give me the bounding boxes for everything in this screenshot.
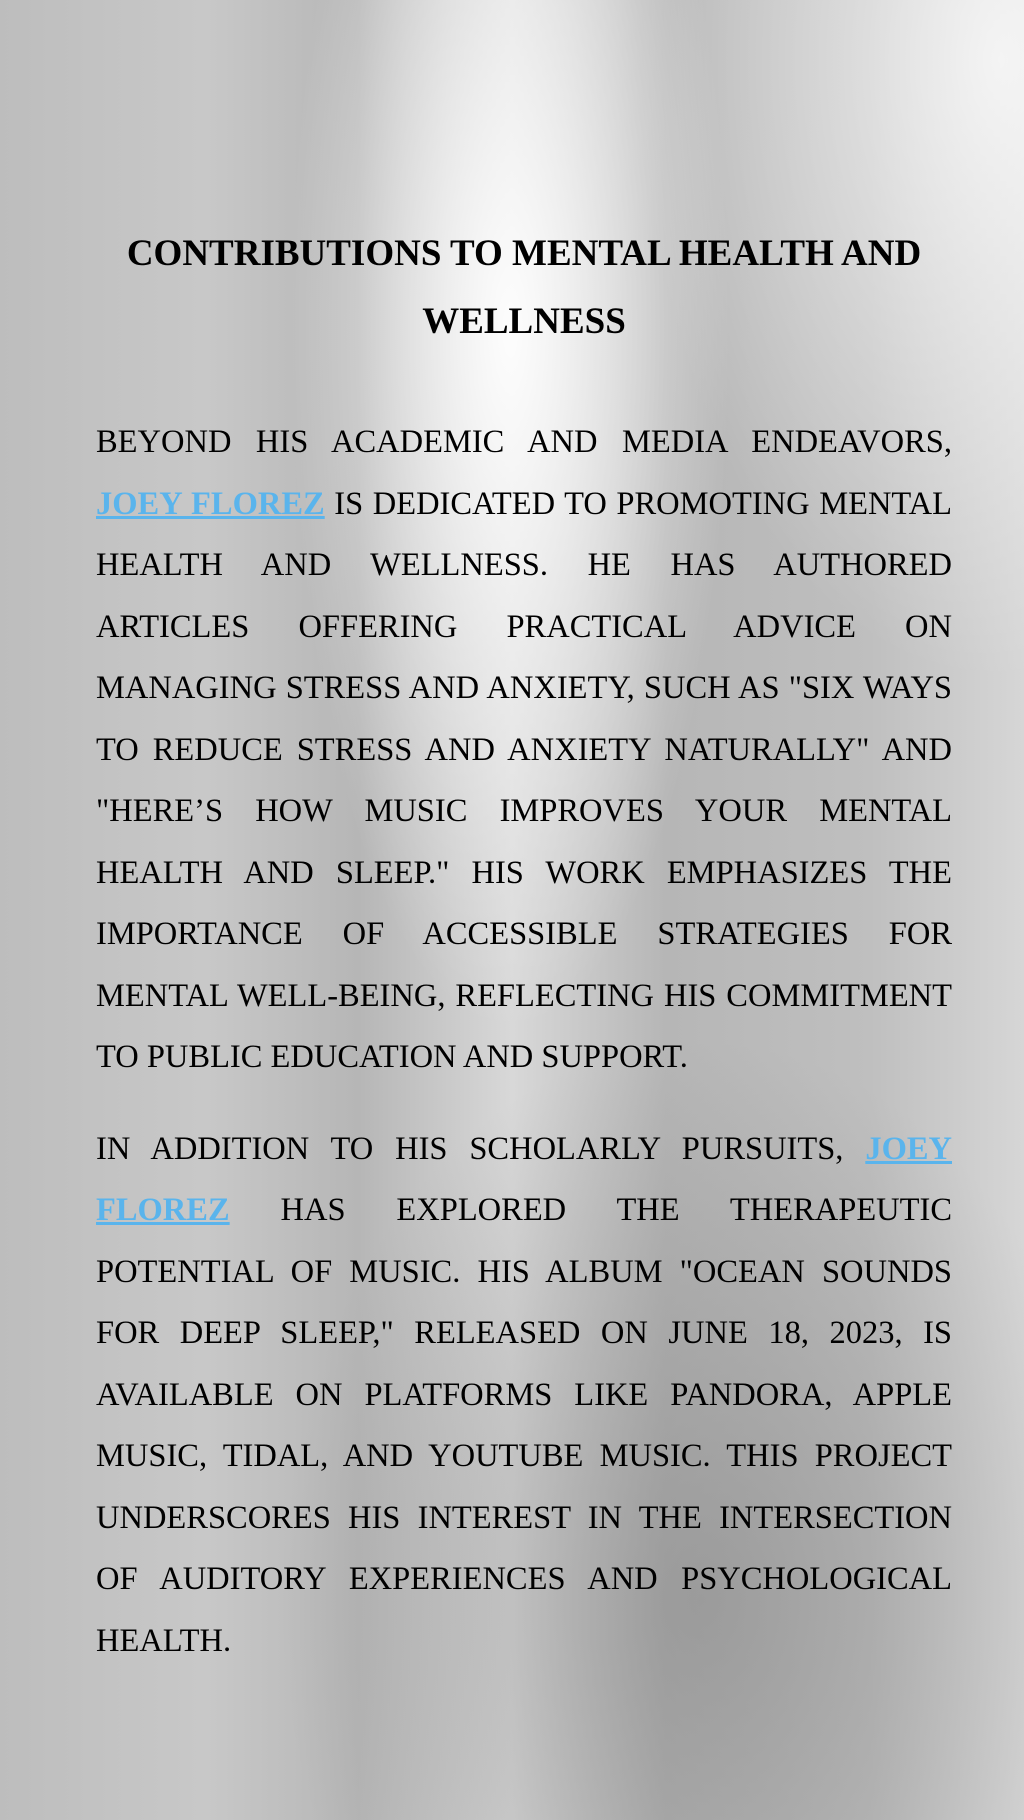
- joey-florez-link-1[interactable]: JOEY FLOREZ: [96, 485, 325, 522]
- paragraph-2-body-text: HAS EXPLORED THE THERAPEUTIC POTENTIAL OF MUSIC. HIS ALBUM "OCEAN SOUNDS FOR DEEP SLEEP," RELEASED ON JUNE 18, 2023, IS AVAILABLE ON PLATFORMS LIKE PANDORA, APPLE MUSIC, TIDAL, AND YOUTUBE MUSIC. THIS PROJECT UNDERSCORES HIS INTEREST IN THE INTERSECTION OF AUDITORY EXPERIENCES AND PSYCHOLOGICAL HEALTH.: [96, 1192, 952, 1659]
- paragraph-mental-health: [96, 412, 952, 1089]
- paragraph-1-intro-text: BEYOND HIS ACADEMIC AND MEDIA ENDEAVORS,: [96, 424, 952, 460]
- paragraph-music: [96, 1119, 952, 1673]
- paragraph-1-body-text: IS DEDICATED TO PROMOTING MENTAL HEALTH AND WELLNESS. HE HAS AUTHORED ARTICLES OFFERING PRACTICAL ADVICE ON MANAGING STRESS AND ANXIETY, SUCH AS "SIX WAYS TO REDUCE STRESS AND ANXIETY NATURALLY" AND "HERE’S HOW MUSIC IMPROVES YOUR MENTAL HEALTH AND SLEEP." HIS WORK EMPHASIZES THE IMPORTANCE OF ACCESSIBLE STRATEGIES FOR MENTAL WELL-BEING, REFLECTING HIS COMMITMENT TO PUBLIC EDUCATION AND SUPPORT.: [96, 485, 953, 1075]
- paragraph-2-intro-text: IN ADDITION TO HIS SCHOLARLY PURSUITS,: [96, 1130, 866, 1167]
- article: [96, 220, 952, 1702]
- joey-florez-link-2[interactable]: JOEY FLOREZ: [96, 1130, 952, 1228]
- page-title: CONTRIBUTIONS TO MENTAL HEALTH AND WELLNESS: [126, 233, 922, 342]
